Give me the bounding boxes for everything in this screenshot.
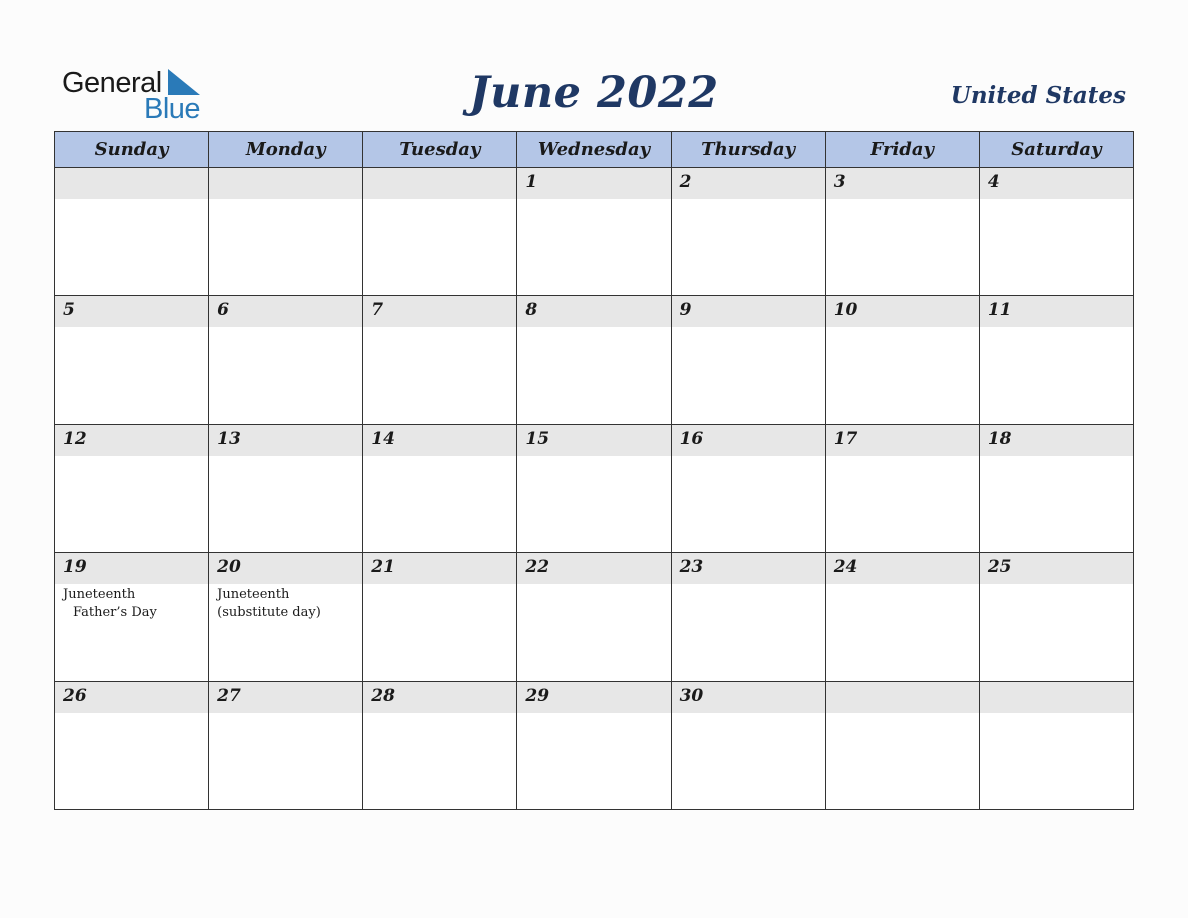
weekday-friday: Friday: [825, 132, 979, 168]
day-bar: [980, 296, 1133, 327]
day-cell: [979, 168, 1133, 296]
day-bar: [55, 425, 208, 456]
day-number: 7: [371, 300, 384, 321]
day-bar: [826, 425, 979, 456]
day-cell: [671, 424, 825, 552]
day-bar: [672, 682, 825, 713]
weekday-thursday: Thursday: [671, 132, 825, 168]
day-bar: [209, 296, 362, 327]
day-number: 16: [679, 428, 704, 449]
day-number: 28: [371, 685, 395, 706]
holiday-list: [209, 584, 362, 622]
day-cell: [825, 296, 979, 424]
day-cell: [825, 681, 979, 809]
day-cell: [209, 681, 363, 809]
day-cell: [209, 168, 363, 296]
day-number: 20: [217, 557, 241, 578]
day-cell: [671, 681, 825, 809]
day-number: 6: [217, 300, 229, 321]
holiday-list: [55, 584, 208, 622]
day-cell: [517, 424, 671, 552]
day-bar: [980, 682, 1133, 713]
day-bar: [55, 682, 208, 713]
day-number: 10: [833, 300, 858, 321]
holiday-fathers-day: Father’s Day: [73, 605, 157, 621]
weekday-monday: Monday: [209, 132, 363, 168]
weekday-header-row: [55, 132, 1134, 168]
day-cell: [825, 424, 979, 552]
logo-text-blue: Blue: [144, 93, 201, 125]
day-bar: [826, 553, 979, 584]
day-cell: [671, 168, 825, 296]
day-cell: [55, 424, 209, 552]
day-bar: [363, 682, 516, 713]
day-bar: [826, 296, 979, 327]
day-cell: [363, 296, 517, 424]
day-cell: [363, 424, 517, 552]
day-bar: [209, 168, 362, 199]
week-row: [55, 424, 1134, 552]
week-row: [55, 553, 1134, 681]
day-number: 23: [679, 557, 704, 578]
holiday-juneteenth: Juneteenth: [63, 587, 136, 603]
day-number: 13: [217, 428, 241, 449]
day-bar: [209, 425, 362, 456]
day-cell: [825, 168, 979, 296]
day-bar: [363, 553, 516, 584]
day-bar: [363, 296, 516, 327]
day-bar: [517, 168, 670, 199]
day-number: 2: [679, 172, 692, 192]
holiday-juneteenth-substitute: Juneteenth: [217, 587, 290, 603]
calendar-title: June 2022: [469, 68, 719, 118]
week-row: [55, 296, 1134, 424]
day-cell: [363, 168, 517, 296]
day-bar: [517, 682, 670, 713]
day-number: 12: [63, 428, 87, 449]
calendar-grid: [54, 131, 1134, 810]
day-cell: [517, 681, 671, 809]
day-cell: [363, 553, 517, 681]
day-bar: [209, 553, 362, 584]
day-cell: [979, 296, 1133, 424]
day-cell: [209, 424, 363, 552]
day-cell: [979, 424, 1133, 552]
day-number: 4: [987, 172, 1000, 192]
day-number: 30: [679, 685, 704, 706]
day-bar: [980, 168, 1133, 199]
day-number: 29: [525, 685, 550, 706]
day-number: 27: [217, 685, 241, 706]
week-row: [55, 681, 1134, 809]
day-bar: [517, 425, 670, 456]
day-cell: [979, 553, 1133, 681]
day-bar: [209, 682, 362, 713]
day-number: 3: [833, 172, 846, 192]
day-bar: [980, 425, 1133, 456]
day-cell: [671, 296, 825, 424]
weekday-wednesday: Wednesday: [517, 132, 671, 168]
day-cell: [979, 681, 1133, 809]
day-bar: [363, 168, 516, 199]
day-number: 8: [525, 300, 538, 321]
day-number: 9: [679, 300, 692, 321]
day-bar: [826, 682, 979, 713]
day-number: 26: [63, 685, 87, 706]
day-cell: [517, 553, 671, 681]
day-cell: [363, 681, 517, 809]
day-bar: [826, 168, 979, 199]
day-cell: [209, 296, 363, 424]
day-bar: [55, 553, 208, 584]
day-bar: [672, 168, 825, 199]
day-number: 25: [987, 557, 1012, 578]
day-number: 11: [987, 300, 1012, 321]
day-cell: [209, 553, 363, 681]
day-bar: [517, 296, 670, 327]
holiday-substitute-note: (substitute day): [217, 605, 321, 621]
day-bar: [55, 168, 208, 199]
day-number: 5: [63, 300, 75, 321]
day-cell: [671, 553, 825, 681]
day-bar: [672, 553, 825, 584]
day-number: 17: [833, 428, 858, 449]
weekday-saturday: Saturday: [979, 132, 1133, 168]
day-bar: [672, 425, 825, 456]
day-cell: [55, 296, 209, 424]
day-cell: [55, 168, 209, 296]
day-number: 15: [525, 428, 550, 449]
day-number: 14: [371, 428, 395, 449]
day-bar: [55, 296, 208, 327]
country-label: United States: [950, 82, 1126, 109]
day-cell: [517, 168, 671, 296]
day-cell: [517, 296, 671, 424]
day-cell: [55, 681, 209, 809]
week-row: [55, 168, 1134, 296]
day-number: 21: [371, 557, 395, 578]
day-bar: [363, 425, 516, 456]
day-cell: [825, 553, 979, 681]
logo-text-general: General: [62, 67, 162, 99]
day-bar: [517, 553, 670, 584]
weekday-sunday: Sunday: [55, 132, 209, 168]
weekday-tuesday: Tuesday: [363, 132, 517, 168]
day-cell: [55, 553, 209, 681]
day-number: 19: [63, 557, 87, 578]
day-bar: [672, 296, 825, 327]
day-bar: [980, 553, 1133, 584]
day-number: 24: [833, 557, 858, 578]
day-number: 1: [525, 172, 538, 192]
day-number: 18: [987, 428, 1012, 449]
day-number: 22: [525, 557, 550, 578]
